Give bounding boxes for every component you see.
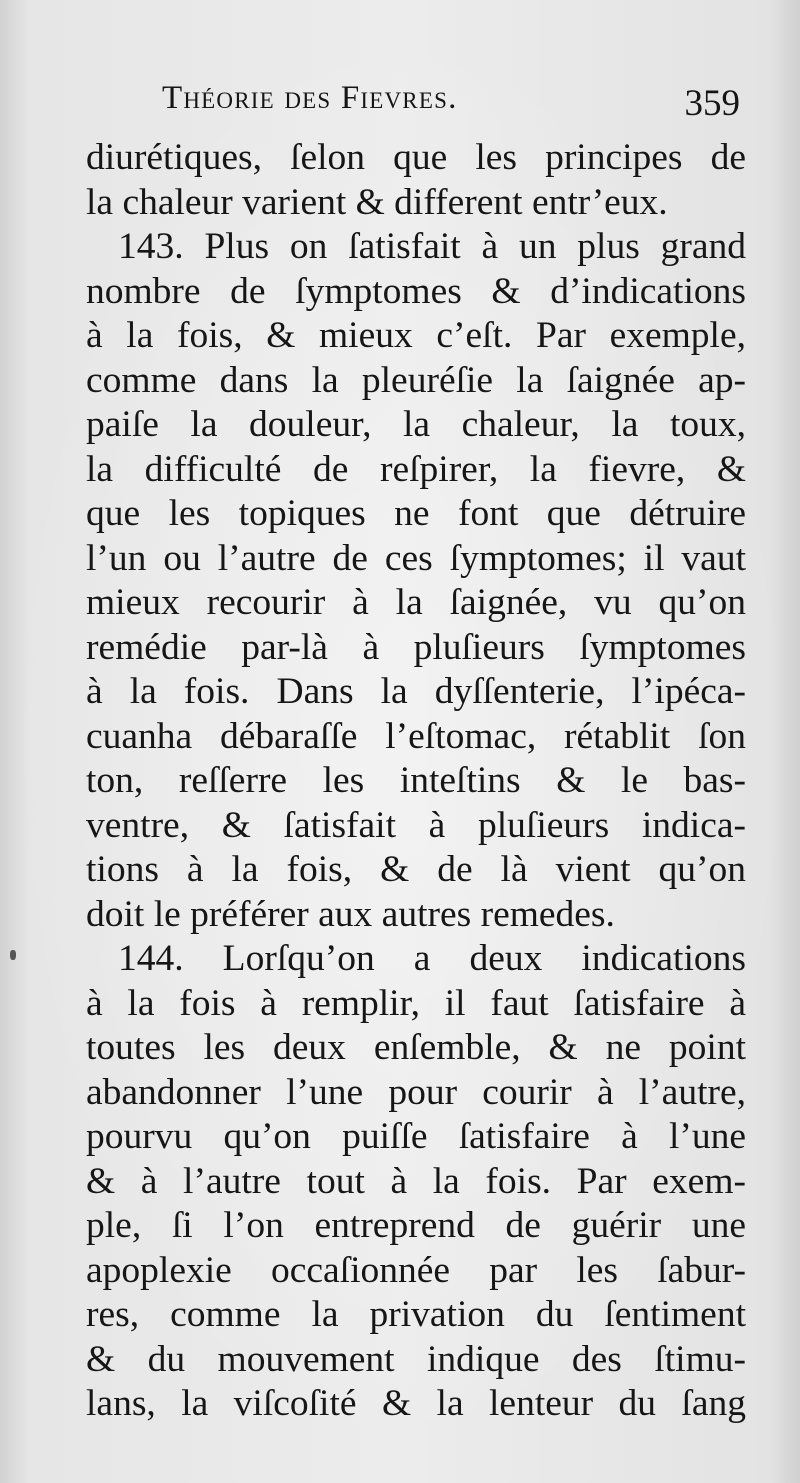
text-line: & à l’autre tout à la fois. Par exem- — [86, 1160, 746, 1202]
text-line: lans, la viſcoſité & la lenteur du ſang — [86, 1383, 746, 1424]
page-number: 359 — [684, 83, 740, 124]
text-line: & du mouvement indique des ſtimu- — [86, 1338, 746, 1380]
text-line: toutes les deux enſemble, & ne point — [86, 1027, 746, 1068]
text-line: doit le préférer aux autres remedes. — [86, 893, 615, 935]
text-line: pourvu qu’on puiſſe ſatisfaire à l’une — [86, 1116, 746, 1157]
text-line: abandonner l’une pour courir à l’autre, — [86, 1071, 746, 1113]
text-line: la chaleur varient & different entr’eux. — [86, 181, 668, 223]
text-line: ple, ſi l’on entreprend de guérir une — [86, 1205, 746, 1246]
running-head-title: Théorie des Fievres. — [162, 80, 458, 116]
text-line: tions à la fois, & de là vient qu’on — [86, 849, 746, 890]
text-line: que les topiques ne font que détruire — [86, 493, 746, 534]
text-line: res, comme la privation du ſentiment — [86, 1294, 746, 1335]
text-line: à la fois, & mieux c’eſt. Par exemple, — [86, 315, 746, 356]
text-line: l’un ou l’autre de ces ſymptomes; il vaut — [86, 537, 746, 579]
paragraph-143-start: 143. Plus on ſatisfait à un plus grand — [118, 226, 746, 267]
ink-speck — [10, 950, 16, 960]
text-line: nombre de ſymptomes & d’indications — [86, 270, 746, 312]
text-line: comme dans la pleuréſie la ſaignée ap- — [86, 359, 746, 401]
text-line: mieux recourir à la ſaignée, vu qu’on — [86, 582, 746, 623]
body-text — [86, 136, 746, 1427]
text-line: à la fois à remplir, il faut ſatisfaire à — [86, 982, 746, 1024]
text-line: ventre, & ſatisfait à pluſieurs indica- — [86, 804, 746, 846]
text-line: cuanha débaraſſe l’eſtomac, rétablit ſon — [86, 715, 746, 757]
text-line: remédie par-là à pluſieurs ſymptomes — [86, 626, 746, 668]
text-line: diurétiques, ſelon que les principes de — [86, 137, 746, 178]
text-line: apoplexie occaſionnée par les ſabur- — [86, 1249, 746, 1291]
text-line: la difficulté de reſpirer, la fievre, & — [86, 448, 746, 490]
running-head — [150, 78, 740, 128]
paragraph-144-start: 144. Lorſqu’on a deux indications — [118, 938, 746, 979]
text-line: à la fois. Dans la dyſſenterie, l’ipéca- — [86, 671, 746, 712]
text-line: ton, reſſerre les inteſtins & le bas- — [86, 760, 746, 801]
text-line: paiſe la douleur, la chaleur, la toux, — [86, 404, 746, 445]
